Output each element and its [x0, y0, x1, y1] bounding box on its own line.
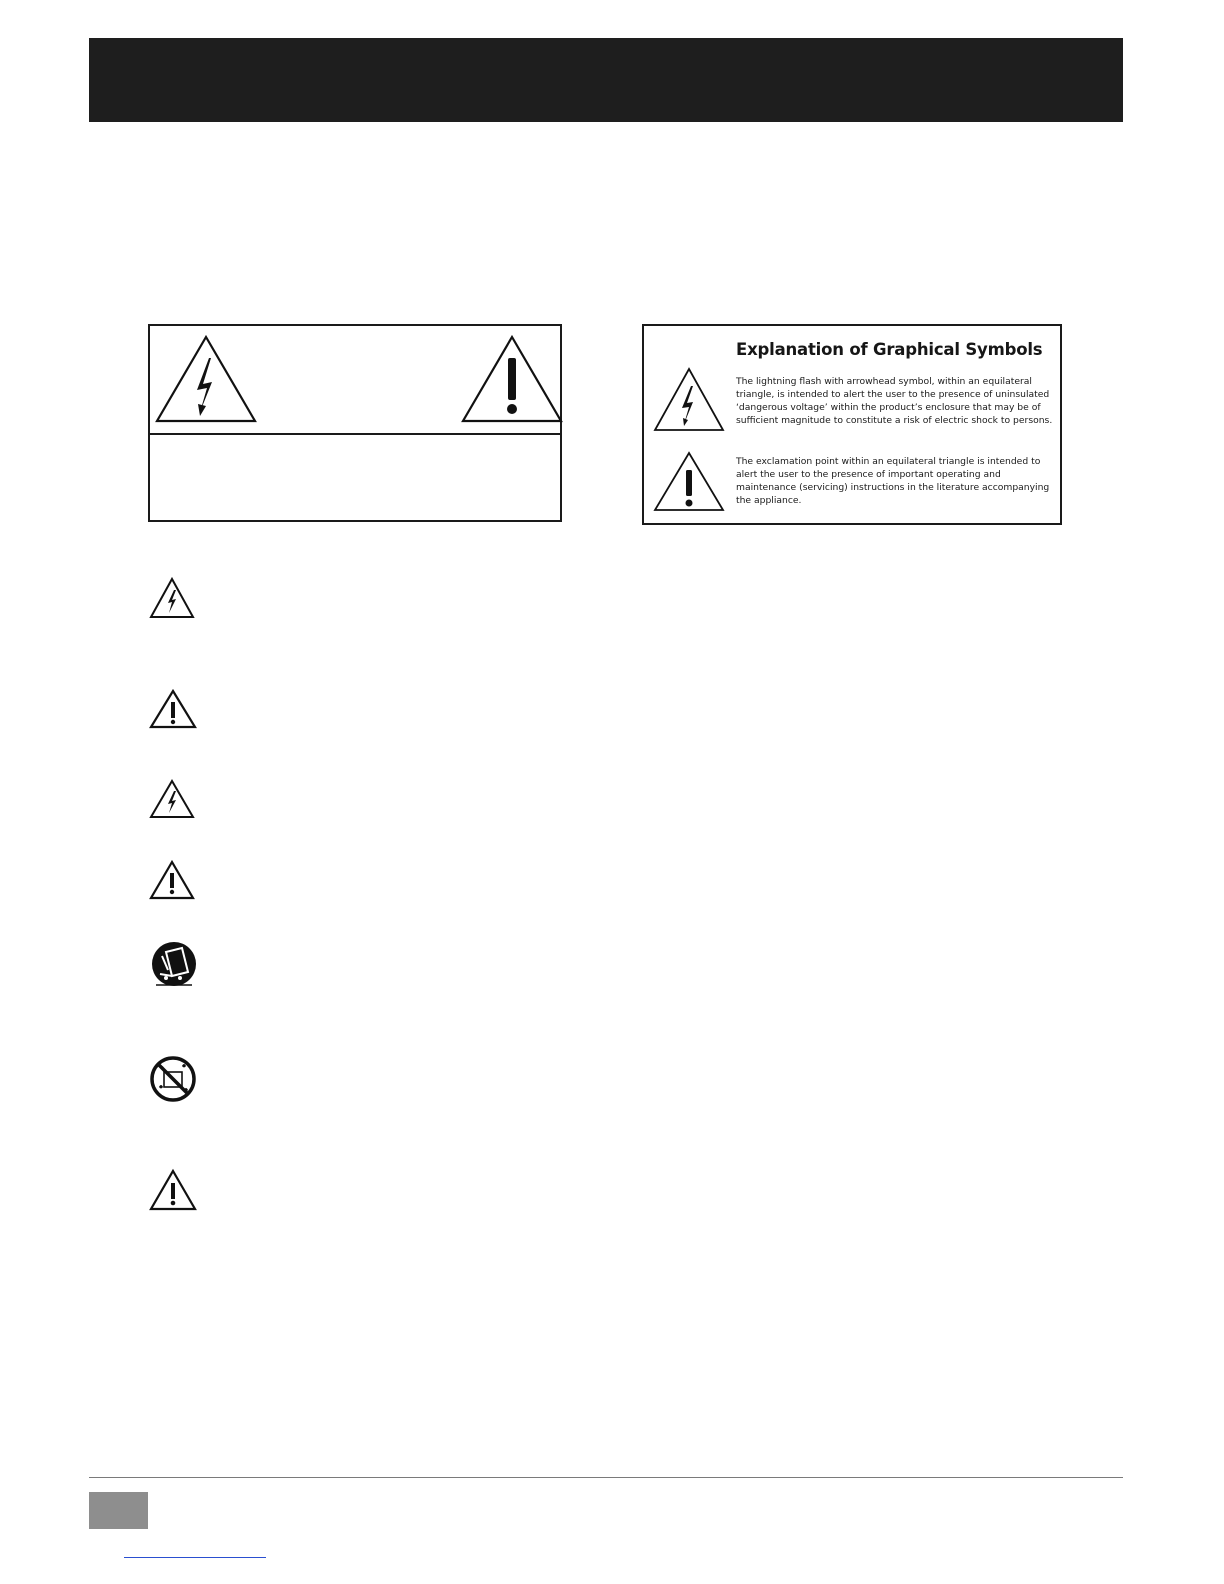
lightning-explanation-text: The lightning flash with arrowhead symbol, within an equilateral triangle, is intended to alert the user to the presence of uninsulated ‘dangerous voltage’ within the product’s enclosure that may be of sufficient magnitude to constitute a risk of electric shock to persons.	[736, 376, 1053, 426]
exclamation-icon	[148, 1168, 198, 1212]
exclamation-icon	[652, 450, 726, 514]
caution-divider	[150, 433, 560, 435]
footer-rule	[89, 1477, 1123, 1478]
explanation-title: Explanation of Graphical Symbols	[736, 340, 1043, 359]
cart-tipover-icon	[148, 938, 200, 990]
symbols-explanation-box	[642, 324, 1062, 525]
exclamation-icon	[148, 688, 198, 730]
exclamation-icon	[148, 859, 196, 901]
lightning-icon	[652, 366, 726, 434]
lightning-icon	[148, 576, 196, 620]
lightning-icon	[148, 778, 196, 820]
lightning-icon	[154, 334, 258, 426]
page-number-tab	[89, 1492, 148, 1529]
exclamation-explanation-text: The exclamation point within an equilateral triangle is intended to alert the user to the presence of important operating and maintenance (servicing) instructions in the literature accompanying the appliance.	[736, 456, 1050, 506]
footer-link-underline[interactable]	[124, 1557, 266, 1558]
no-water-icon	[148, 1054, 198, 1104]
exclamation-icon	[460, 334, 564, 426]
header-bar	[89, 38, 1123, 122]
caution-label-box	[148, 324, 562, 522]
